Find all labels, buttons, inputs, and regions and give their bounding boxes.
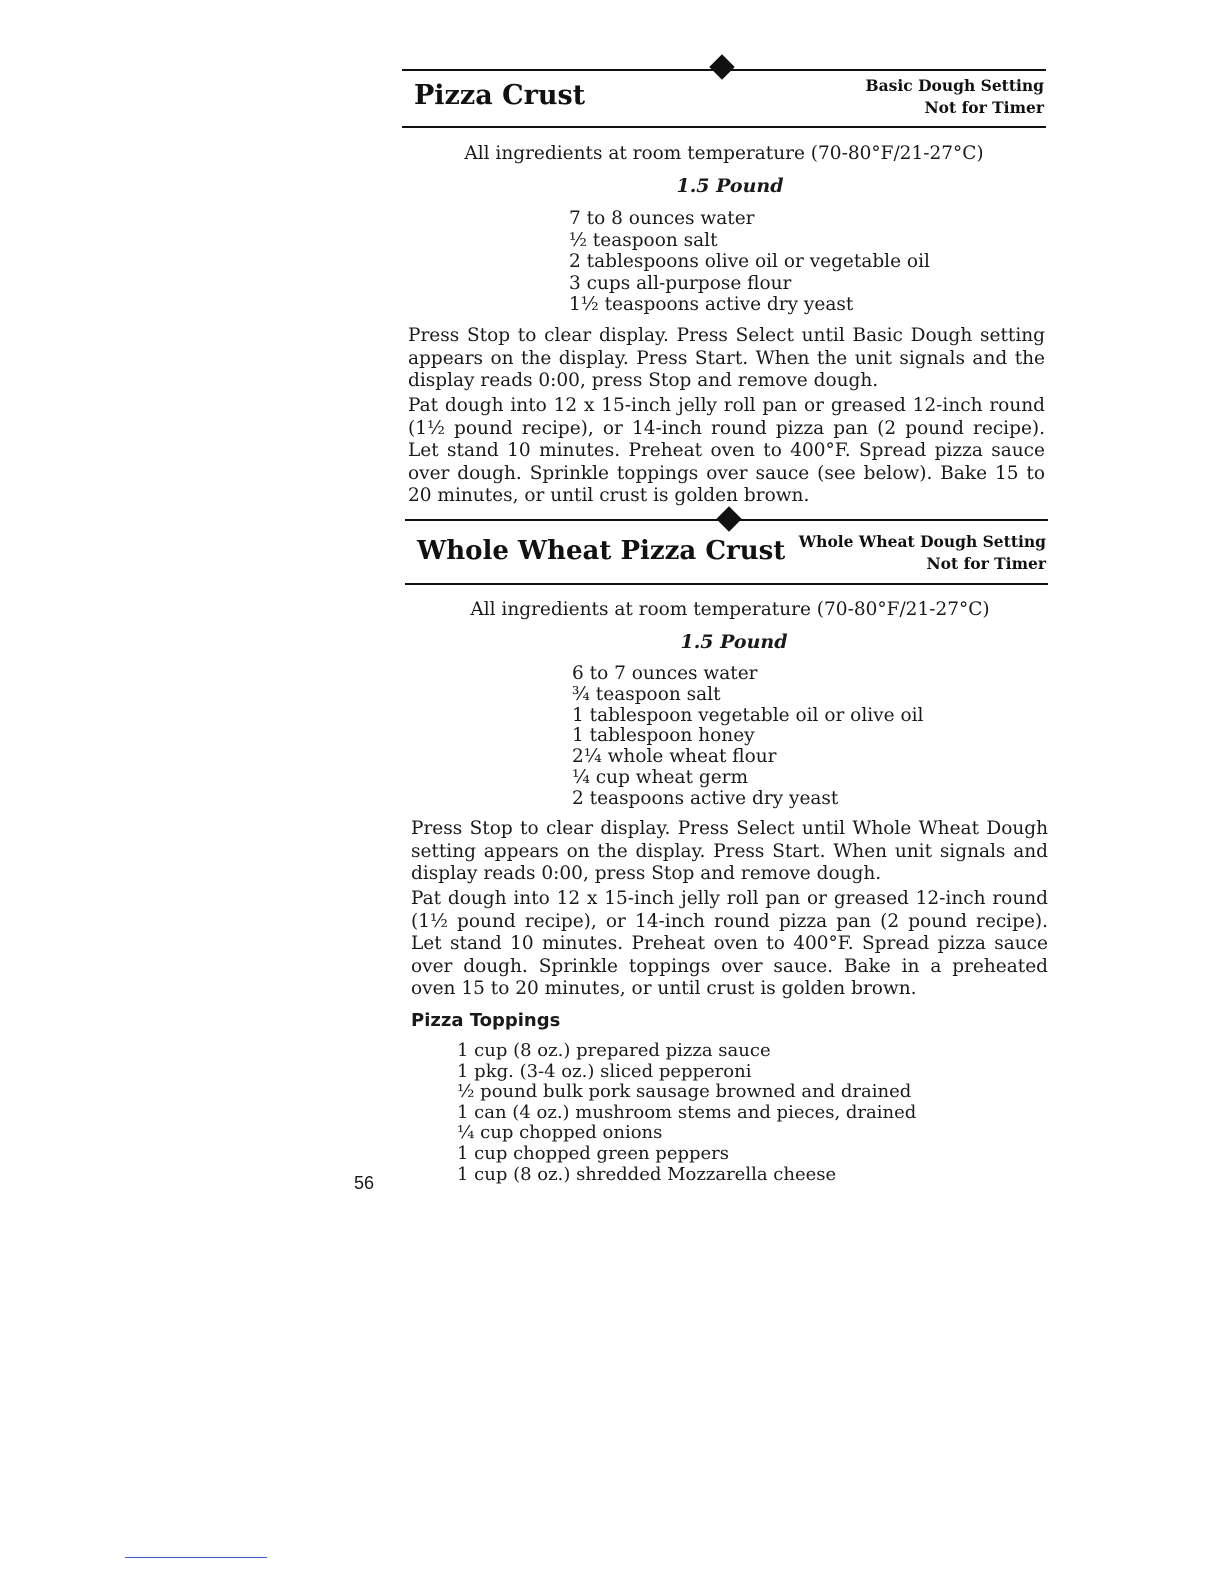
list-item: 2 tablespoons olive oil or vegetable oil bbox=[569, 251, 930, 272]
setting-label bbox=[865, 75, 1044, 119]
list-item: ½ pound bulk pork sausage browned and drained bbox=[457, 1081, 912, 1103]
diamond-ornament bbox=[709, 54, 734, 79]
diamond-ornament bbox=[716, 506, 741, 531]
recipe-title: Pizza Crust bbox=[414, 80, 586, 111]
loaf-size: 1.5 Pound bbox=[676, 175, 784, 197]
list-item: 1 tablespoon honey bbox=[572, 725, 755, 747]
ingredient-list bbox=[569, 208, 930, 316]
list-item: 2¼ whole wheat flour bbox=[572, 746, 777, 768]
setting-name: Basic Dough Setting bbox=[865, 76, 1044, 95]
list-item: 1½ teaspoons active dry yeast bbox=[569, 294, 854, 315]
temperature-note: All ingredients at room temperature (70-80°F/21-27°C) bbox=[470, 599, 990, 620]
list-item: 1 cup chopped green peppers bbox=[457, 1142, 730, 1164]
page-number: 56 bbox=[354, 1173, 375, 1193]
list-item: ¼ cup chopped onions bbox=[457, 1122, 663, 1144]
instruction-paragraph: Press Stop to clear display. Press Select until Basic Dough setting appears on the display. Press Start. When the unit signals and the display reads 0:00, press Stop and remove dough. bbox=[408, 325, 1045, 392]
header-rule-bottom bbox=[402, 126, 1046, 128]
footnote-link-line bbox=[125, 1557, 267, 1558]
instruction-paragraph: Pat dough into 12 x 15-inch jelly roll pan or greased 12-inch round (1½ pound recipe), or 14-inch round pizza pan (2 pound recipe). Let stand 10 minutes. Preheat oven to 400°F. Spread pizza sauce over dough. Sprinkle toppings over sauce. Bake in a preheated oven 15 to 20 minutes, or until crust is golden brown. bbox=[411, 888, 1048, 1000]
setting-name: Whole Wheat Dough Setting bbox=[798, 532, 1046, 551]
list-item: 7 to 8 ounces water bbox=[569, 208, 755, 229]
ingredient-list bbox=[572, 664, 923, 810]
recipe-title: Whole Wheat Pizza Crust bbox=[417, 536, 786, 566]
list-item: 1 tablespoon vegetable oil or olive oil bbox=[572, 704, 924, 726]
header-rule-bottom bbox=[405, 583, 1048, 585]
list-item: 1 can (4 oz.) mushroom stems and pieces, drained bbox=[457, 1101, 917, 1123]
list-item: 6 to 7 ounces water bbox=[572, 663, 758, 684]
list-item: 1 cup (8 oz.) prepared pizza sauce bbox=[457, 1040, 771, 1061]
instruction-paragraph: Press Stop to clear display. Press Select until Whole Wheat Dough setting appears on the display. Press Start. When unit signals and display reads 0:00, press Stop and remove dough. bbox=[411, 818, 1048, 885]
list-item: ¼ cup wheat germ bbox=[572, 766, 749, 788]
instruction-paragraph: Pat dough into 12 x 15-inch jelly roll pan or greased 12-inch round (1½ pound recipe), or 14-inch round pizza pan (2 pound recipe). Let stand 10 minutes. Preheat oven to 400°F. Spread pizza sauce over dough. Sprinkle toppings over sauce (see below). Bake 15 to 20 minutes, or until crust is golden brown. bbox=[408, 395, 1045, 507]
list-item: ½ teaspoon salt bbox=[569, 229, 718, 251]
toppings-list bbox=[457, 1041, 916, 1185]
toppings-heading: Pizza Toppings bbox=[411, 1010, 561, 1031]
list-item: 1 cup (8 oz.) shredded Mozzarella cheese bbox=[457, 1163, 837, 1185]
temperature-note: All ingredients at room temperature (70-80°F/21-27°C) bbox=[464, 143, 984, 164]
loaf-size: 1.5 Pound bbox=[680, 631, 788, 653]
list-item: 3 cups all-purpose flour bbox=[569, 272, 792, 294]
setting-label bbox=[799, 531, 1046, 575]
list-item: 1 pkg. (3-4 oz.) sliced pepperoni bbox=[457, 1060, 752, 1082]
timer-note: Not for Timer bbox=[926, 554, 1046, 573]
list-item: 2 teaspoons active dry yeast bbox=[572, 787, 839, 809]
list-item: ¾ teaspoon salt bbox=[572, 683, 721, 705]
timer-note: Not for Timer bbox=[924, 98, 1044, 117]
